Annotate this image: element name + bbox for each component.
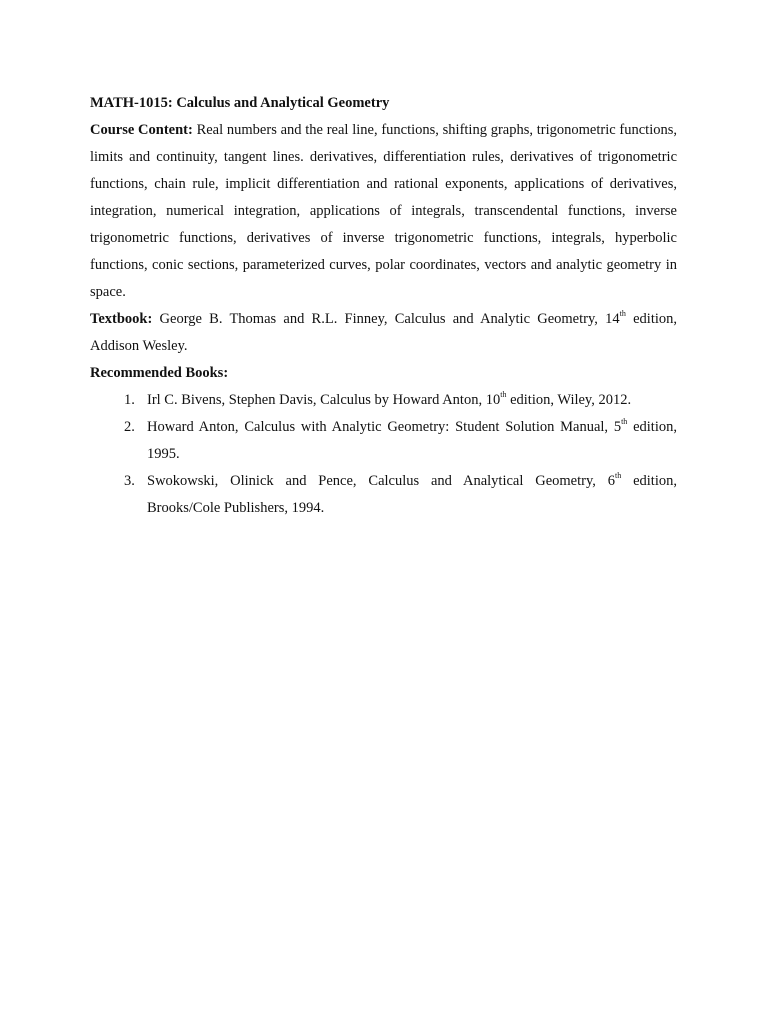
course-content-paragraph — [90, 117, 677, 306]
edition-superscript: th — [615, 471, 622, 481]
textbook-paragraph — [90, 306, 677, 360]
course-title: MATH-1015: Calculus and Analytical Geometry — [90, 95, 390, 111]
list-item-number: 3. — [124, 473, 135, 489]
book-text-end: edition, Wiley, 2012. — [506, 392, 632, 408]
textbook-label: Textbook: — [90, 311, 153, 327]
list-item — [90, 468, 677, 522]
list-item — [90, 414, 677, 468]
book-text-end: edition, Brooks/Cole Publishers, 1994. — [147, 473, 677, 516]
edition-superscript: th — [621, 417, 628, 427]
document-page — [90, 90, 677, 522]
recommended-books-list — [90, 387, 677, 522]
book-text: Irl C. Bivens, Stephen Davis, Calculus by Howard Anton, 10 — [147, 392, 501, 408]
recommended-books-heading: Recommended Books: — [90, 365, 229, 381]
textbook-edition-superscript: th — [619, 309, 626, 319]
book-text: Howard Anton, Calculus with Analytic Geometry: Student Solution Manual, 5 — [147, 419, 622, 435]
textbook-text-end: edition, Addison Wesley. — [90, 311, 677, 354]
list-item-number: 2. — [124, 419, 135, 435]
textbook-text: George B. Thomas and R.L. Finney, Calculus and Analytic Geometry, 14 — [159, 311, 620, 327]
course-content-text: Real numbers and the real line, functions, shifting graphs, trigonometric functions, limits and continuity, tangent lines. derivatives, differentiation rules, derivatives of trigonometric functions, chain rule, implicit differentiation and rational exponents, applications of derivatives, integration, numerical integration, applications of integrals, transcendental functions, inverse trigonometric functions, derivatives of inverse trigonometric functions, integrals, hyperbolic functions, conic sections, parameterized curves, polar coordinates, vectors and analytic geometry in space. — [90, 122, 677, 300]
book-text-end: edition, 1995. — [147, 419, 677, 462]
course-content-label: Course Content: — [90, 122, 193, 138]
list-item-number: 1. — [124, 392, 135, 408]
list-item — [90, 387, 677, 414]
edition-superscript: th — [500, 390, 507, 400]
book-text: Swokowski, Olinick and Pence, Calculus and Analytical Geometry, 6 — [147, 473, 615, 489]
